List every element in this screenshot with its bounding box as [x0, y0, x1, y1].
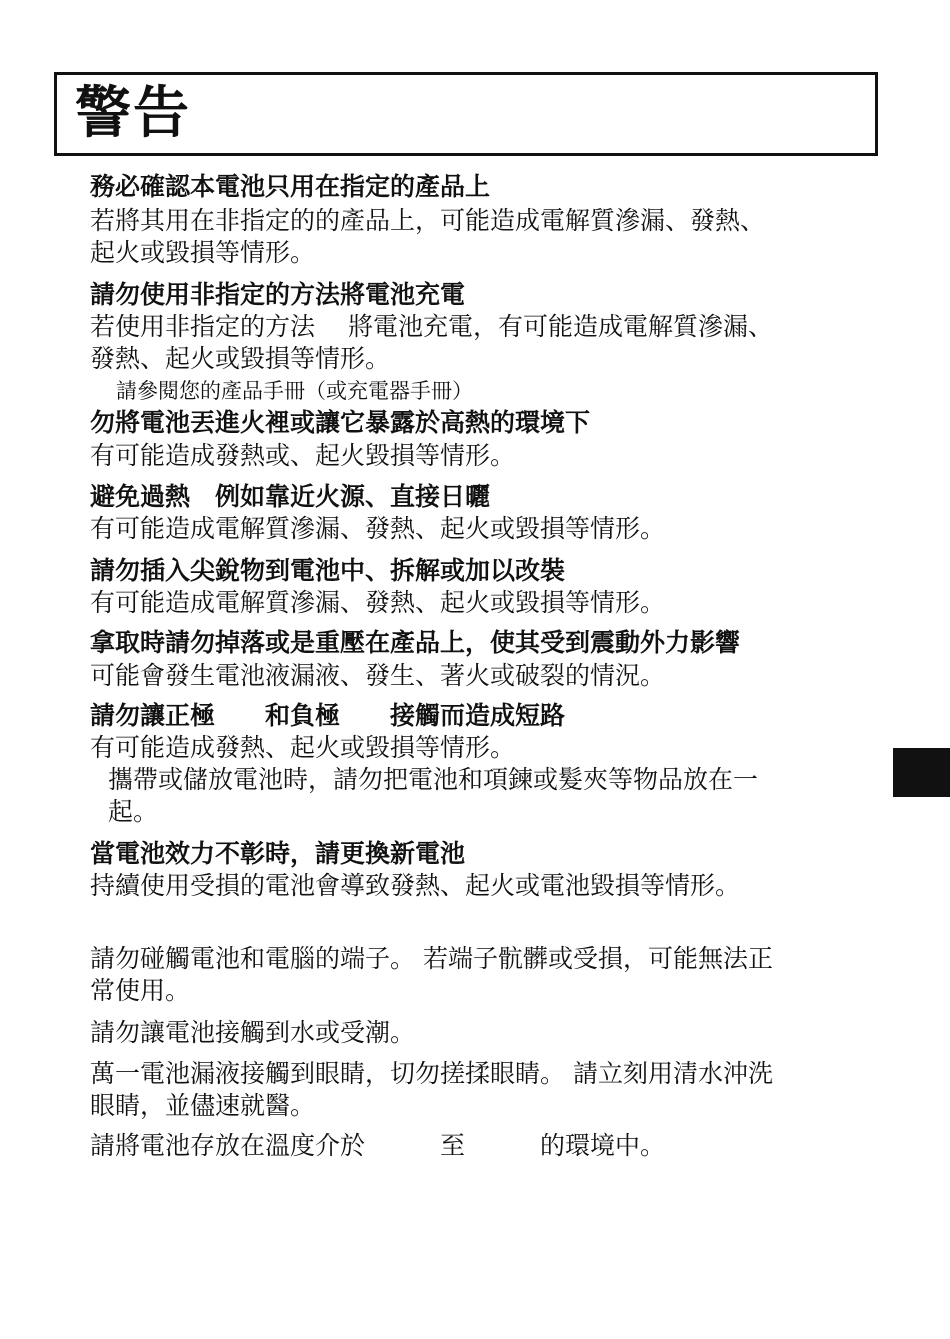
section-heading: 務必確認本電池只用在指定的產品上: [90, 172, 491, 201]
note-text: 請將電池存放在溫度介於 至 的環境中。: [90, 1131, 666, 1160]
section-text: 有可能造成電解質滲漏、發熱、起火或毀損等情形。: [90, 514, 666, 543]
note-text: 請勿讓電池接觸到水或受潮。: [90, 1018, 416, 1047]
section-heading: 請勿插入尖銳物到電池中、拆解或加以改裝: [90, 556, 566, 585]
page-side-tab: [893, 748, 950, 797]
warning-title-box: [54, 72, 878, 156]
section-text: 有可能造成發熱或、起火毀損等情形。: [90, 441, 516, 470]
section-text: 若將其用在非指定的的產品上，可能造成電解質滲漏、發熱、: [90, 206, 766, 235]
page-title: 警告: [75, 81, 191, 146]
section-heading: 勿將電池丟進火裡或讓它暴露於高熱的環境下: [90, 408, 591, 437]
section-text: 發熱、起火或毀損等情形。: [90, 344, 391, 373]
section-text: 起火或毀損等情形。: [90, 238, 316, 267]
section-heading: 拿取時請勿掉落或是重壓在產品上，使其受到震動外力影響: [90, 628, 741, 657]
section-text: 有可能造成電解質滲漏、發熱、起火或毀損等情形。: [90, 588, 666, 617]
note-text: 常使用。: [90, 976, 191, 1005]
section-text: 可能會發生電池液漏液、發生、著火或破裂的情況。: [90, 661, 666, 690]
section-heading: 當電池效力不彰時，請更換新電池: [90, 839, 466, 868]
note-text: 萬一電池漏液接觸到眼睛，切勿搓揉眼睛。 請立刻用清水沖洗: [90, 1059, 773, 1088]
section-note: 請參閱您的產品手冊（或充電器手冊）: [116, 379, 473, 403]
section-heading: 請勿使用非指定的方法將電池充電: [90, 280, 466, 309]
section-heading: 避免過熱 例如靠近火源、直接日曬: [90, 482, 491, 511]
section-heading: 請勿讓正極 和負極 接觸而造成短路: [90, 701, 566, 730]
section-indented-text: 攜帶或儲放電池時，請勿把電池和項鍊或髮夾等物品放在一: [108, 765, 759, 794]
section-text: 有可能造成發熱、起火或毀損等情形。: [90, 733, 516, 762]
section-text: 若使用非指定的方法 將電池充電，有可能造成電解質滲漏、: [90, 312, 773, 341]
note-text: 眼睛，並儘速就醫。: [90, 1091, 316, 1120]
section-indented-text: 起。: [108, 797, 159, 826]
section-text: 持續使用受損的電池會導致發熱、起火或電池毀損等情形。: [90, 871, 741, 900]
note-text: 請勿碰觸電池和電腦的端子。 若端子骯髒或受損，可能無法正: [90, 944, 773, 973]
